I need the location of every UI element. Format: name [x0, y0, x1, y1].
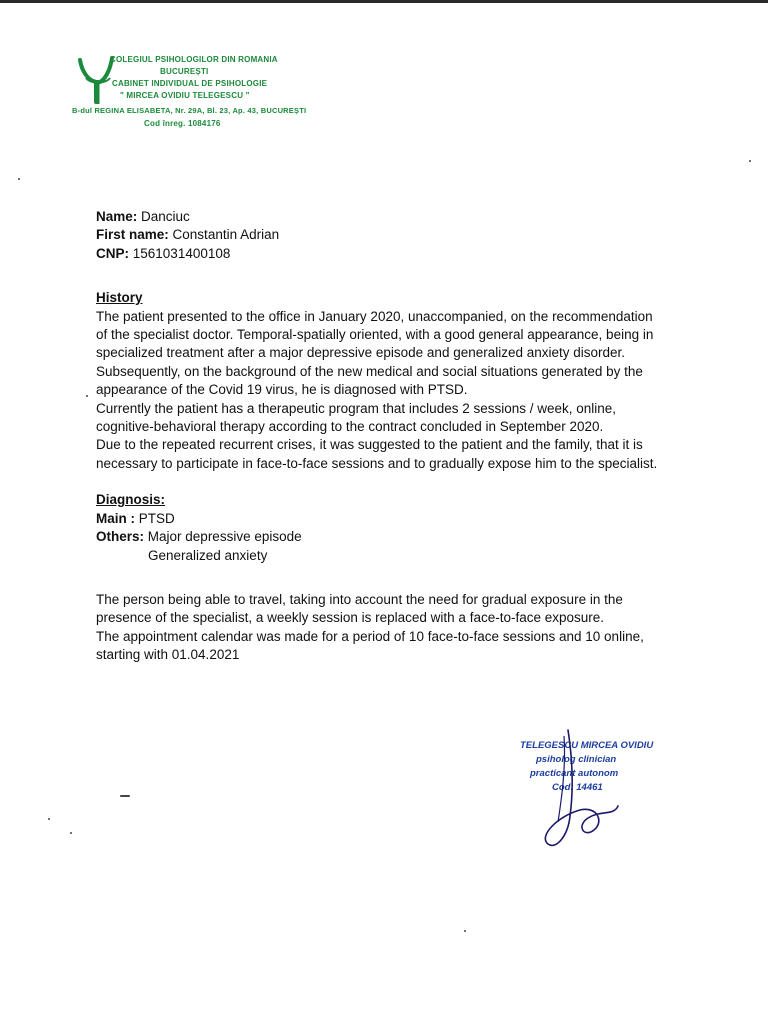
document-body — [96, 208, 686, 665]
history-line: of the specialist doctor. Temporal-spatially oriented, with a good general appearance, being in — [96, 327, 654, 343]
cnp-value: 1561031400108 — [132, 245, 231, 261]
stamp-line: practicant autonom — [530, 768, 619, 779]
name-label: Name: — [96, 209, 138, 224]
conclusion-line: The appointment calendar was made for a period of 10 face-to-face sessions and 10 online, — [96, 628, 644, 644]
history-line: The patient presented to the office in January 2020, unaccompanied, on the recommendation — [96, 308, 653, 324]
letterhead-address: B-dul REGINA ELISABETA, Nr. 29A, Bl. 23, Ap. 43, BUCUREȘTI — [72, 106, 307, 115]
conclusion-line: presence of the specialist, a weekly session is replaced with a face-to-face exposure. — [96, 610, 605, 626]
conclusion-line: starting with 01.04.2021 — [96, 647, 240, 663]
history-line: cognitive-behavioral therapy according to the contract concluded in September 2020. — [96, 419, 604, 435]
patient-name-row — [96, 208, 686, 226]
diagnosis-main-row — [96, 510, 686, 528]
diagnosis-others-value: Major depressive episode — [147, 529, 302, 545]
history-line: necessary to participate in face-to-face sessions and to gradually expose him to the specialist. — [96, 455, 658, 471]
history-line: appearance of the Covid 19 virus, he is diagnosed with PTSD. — [96, 382, 468, 398]
scan-speck — [749, 160, 751, 162]
letterhead-registration: Cod înreg. 1084176 — [144, 119, 221, 128]
patient-cnp-row — [96, 245, 686, 263]
diagnosis-others-row — [96, 528, 686, 546]
signature-icon — [528, 726, 648, 856]
scan-speck — [18, 178, 20, 180]
letterhead-line: CABINET INDIVIDUAL DE PSIHOLOGIE — [112, 79, 268, 88]
diagnosis-heading: Diagnosis: — [96, 492, 166, 508]
diagnosis-main-value: PTSD — [138, 510, 175, 526]
history-heading: History — [96, 290, 143, 306]
scan-speck — [464, 930, 466, 932]
letterhead-line: BUCUREȘTI — [160, 67, 209, 76]
first-name-value: Constantin Adrian — [172, 227, 280, 243]
history-line: specialized treatment after a major depressive episode and generalized anxiety disorder. — [96, 345, 626, 361]
cnp-label: CNP: — [96, 245, 129, 261]
patient-first-name-row — [96, 226, 686, 244]
letterhead-line: " MIRCEA OVIDIU TELEGESCU " — [120, 91, 250, 100]
history-line: Due to the repeated recurrent crises, it was suggested to the patient and the family, that it is — [96, 437, 643, 453]
history-line: Subsequently, on the background of the new medical and social situations generated by the — [96, 363, 643, 379]
stamp-line: psiholog clinician — [536, 754, 617, 765]
scan-top-edge — [0, 0, 768, 3]
diagnosis-others-value: Generalized anxiety — [148, 547, 268, 563]
letterhead-line: COLEGIUL PSIHOLOGILOR DIN ROMANIA — [110, 55, 278, 64]
diagnosis-others-label: Others: — [96, 529, 145, 545]
scan-speck — [48, 818, 50, 820]
history-line: Currently the patient has a therapeutic program that includes 2 sessions / week, online, — [96, 400, 617, 416]
scan-speck — [70, 832, 72, 834]
conclusion-line: The person being able to travel, taking into account the need for gradual exposure in the — [96, 591, 623, 607]
scan-speck — [86, 395, 88, 397]
name-value: Danciuc — [141, 209, 190, 224]
scan-speck — [120, 795, 130, 797]
diagnosis-main-label: Main : — [96, 510, 135, 526]
stamp-line: Cod: 14461 — [552, 782, 603, 793]
stamp-line: TELEGESCU MIRCEA OVIDIU — [520, 740, 654, 751]
first-name-label: First name: — [96, 227, 169, 243]
